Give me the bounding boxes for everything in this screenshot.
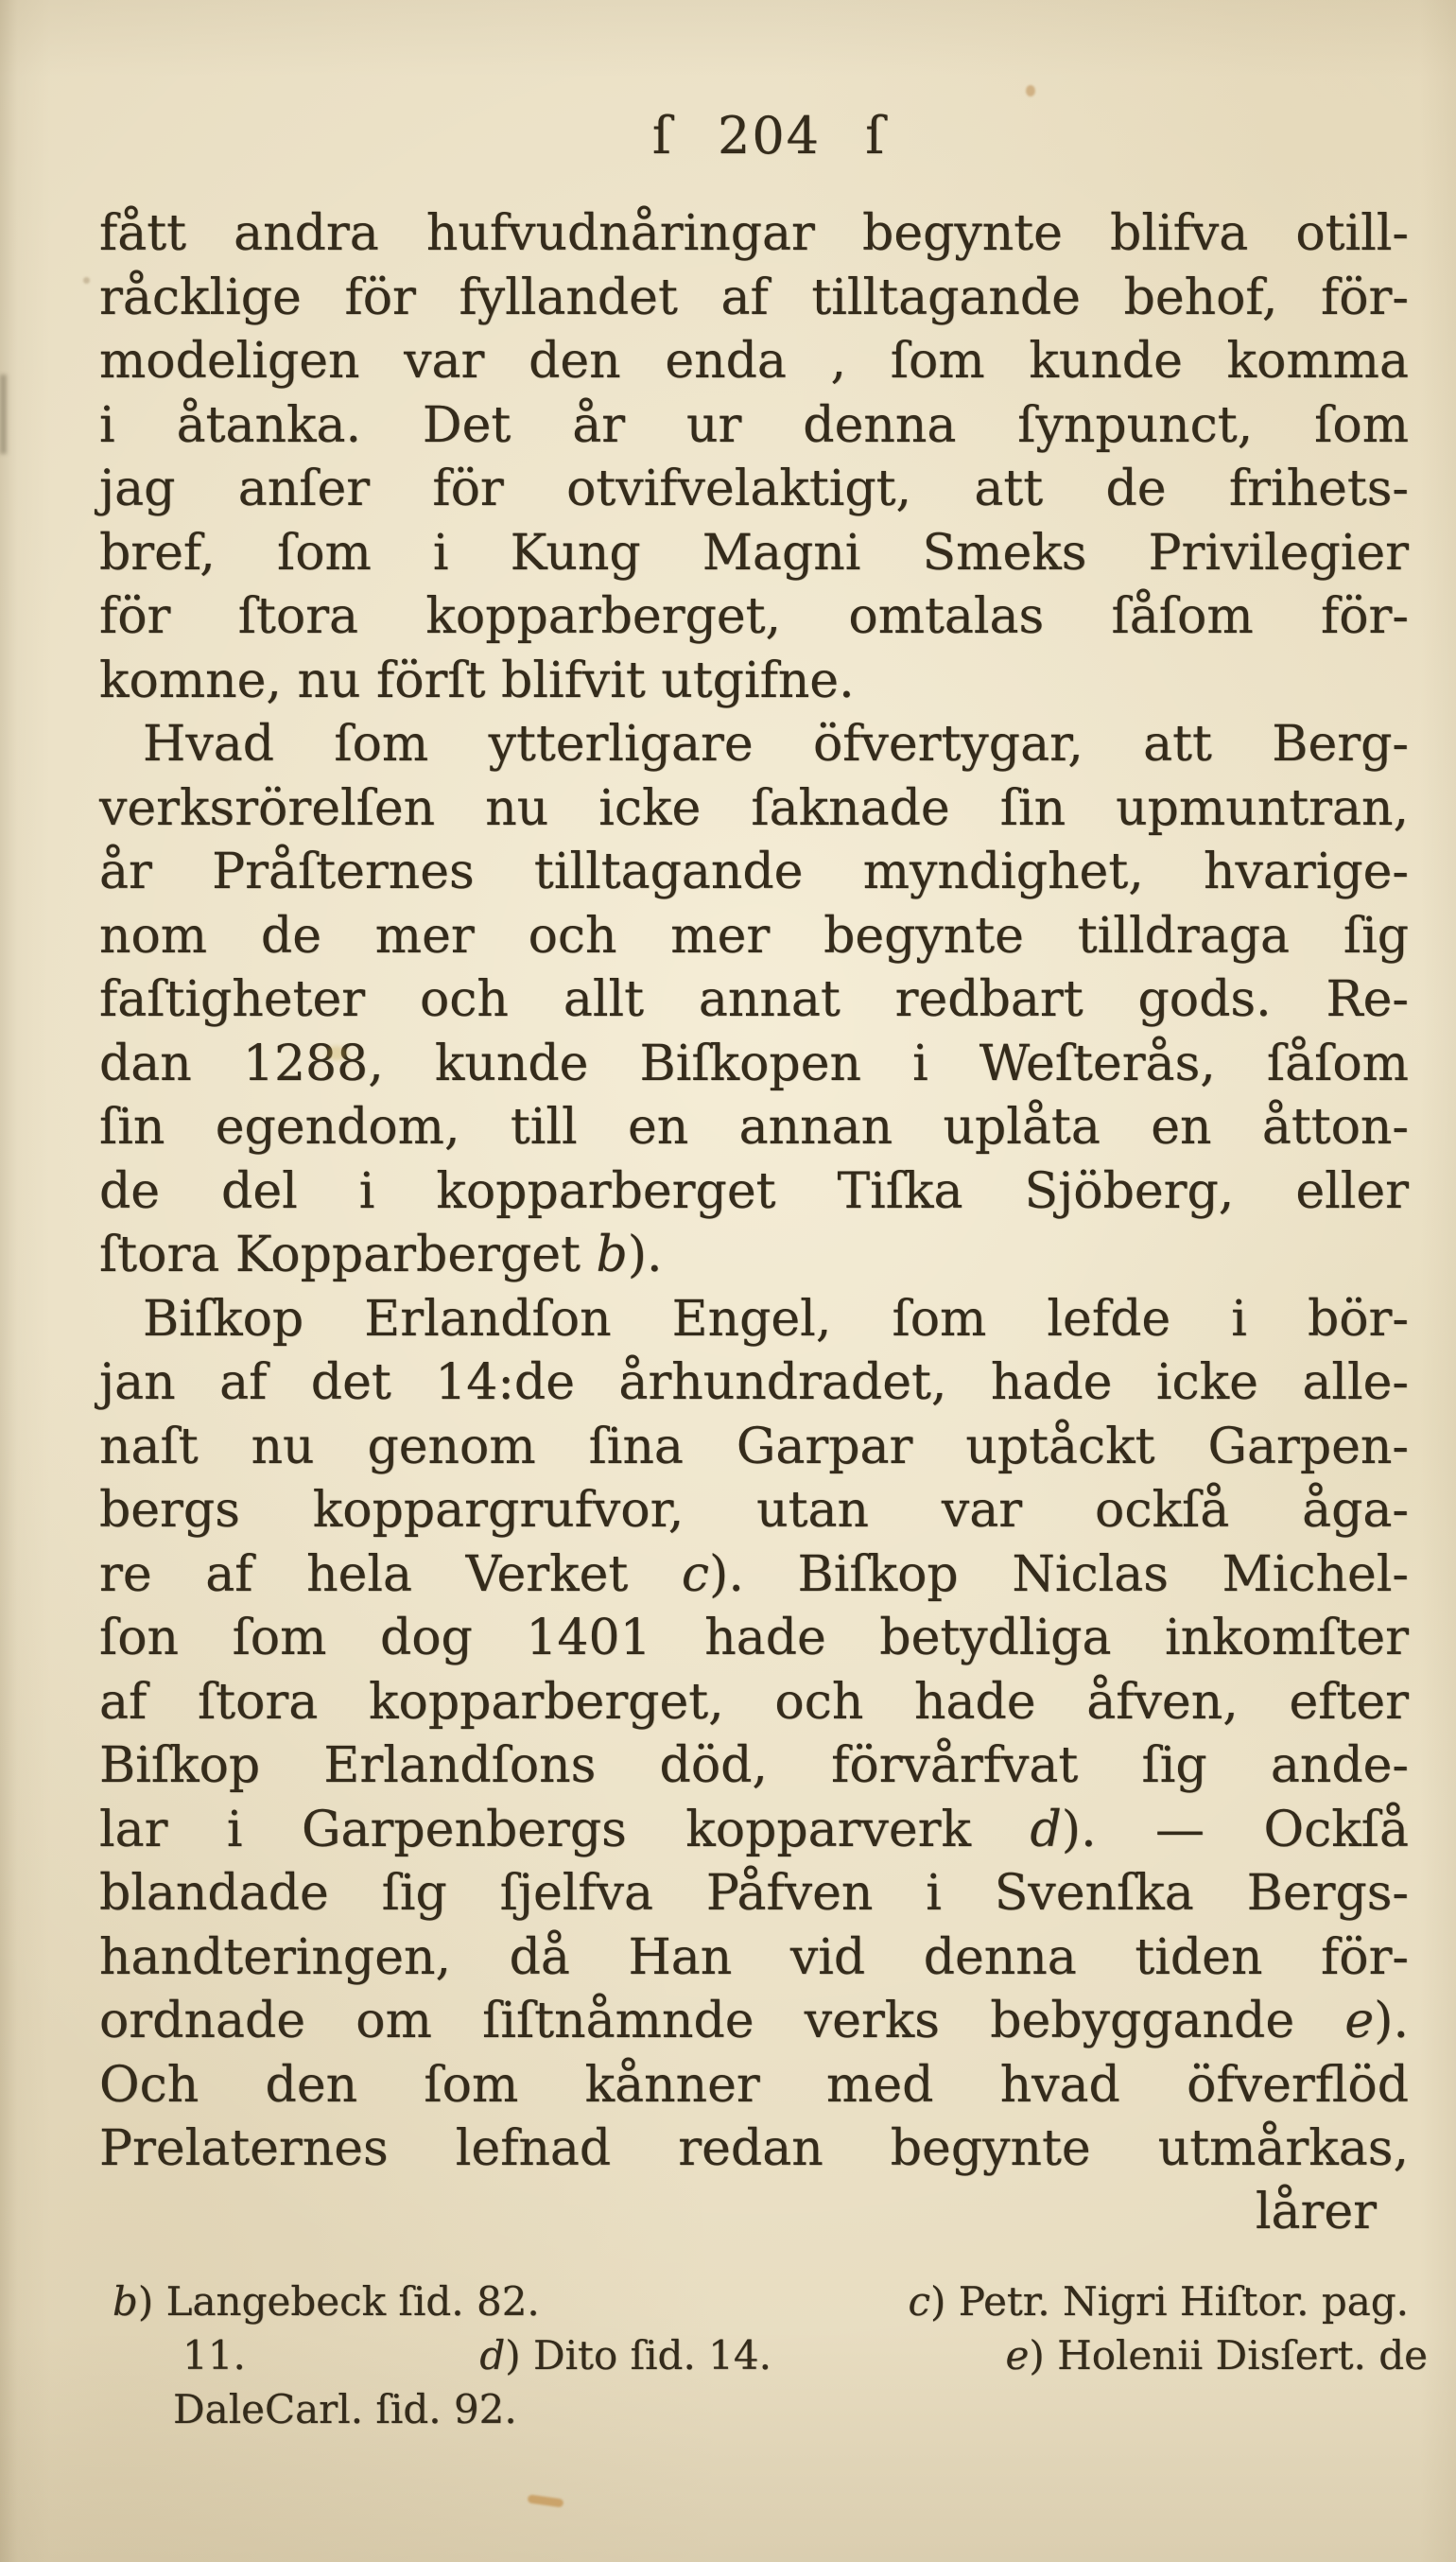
footnote-c: c) Petr. Nigri Hiſtor. pag.	[908, 2278, 1409, 2325]
footnote-line	[173, 2382, 1409, 2436]
page-number: ſ 204 ſ	[651, 106, 887, 166]
text-line: verksrörelſen nu icke ſaknade ſin upmuntran,	[99, 779, 1409, 837]
page-edge-shadow	[0, 375, 7, 454]
text-line: bref, ſom i Kung Magni Smeks Privilegier	[99, 524, 1409, 582]
text-line: naſt nu genom ſina Garpar uptåckt Garpen-	[99, 1418, 1409, 1475]
text-line: i åtanka. Det år ur denna ſynpunct, ſom	[99, 396, 1409, 454]
paper-speck	[1026, 85, 1035, 96]
catchword: lårer	[1255, 2184, 1377, 2240]
footnote-e: e) Holenii Disſert. de	[1005, 2332, 1428, 2379]
footnote-line	[113, 2274, 1409, 2328]
text-line: re af hela Verket c). Biſkop Niclas Michel-	[99, 1545, 1410, 1603]
text-line: nom de mer och mer begynte tilldraga ſig	[99, 907, 1409, 965]
footnote-e-continued: DaleCarl. ſid. 92.	[173, 2386, 517, 2432]
text-line: för ſtora kopparberget, omtalas ſåſom för-	[99, 588, 1409, 645]
text-line: ſtora Kopparberget b).	[99, 1227, 663, 1283]
text-line: år Pråſternes tilltagande myndighet, hvarige-	[99, 844, 1409, 900]
text-line: Hvad ſom ytterligare öfvertygar, att Berg-	[143, 716, 1409, 773]
text-line: råcklige för fyllandet af tilltagande behof, för-	[99, 269, 1409, 326]
text-line: modeligen var den enda , ſom kunde komma	[99, 333, 1409, 390]
text-line: dan 1288, kunde Biſkopen i Weſterås, ſåſom	[99, 1035, 1409, 1092]
text-line: af ſtora kopparberget, och hade åfven, efter	[99, 1673, 1409, 1731]
text-line: jan af det 14:de århundradet, hade icke alle-	[99, 1354, 1409, 1411]
text-line: handteringen, då Han vid denna tiden för-	[99, 1928, 1409, 1986]
text-line: Biſkop Erlandſons död, förvårfvat ſig ande-	[99, 1737, 1409, 1794]
text-line: Prelaternes lefnad redan begynte utmårkas,	[99, 2120, 1409, 2177]
text-line: jag anſer för otvifvelaktigt, att de frihets-	[99, 461, 1409, 517]
text-line: komne, nu förſt blifvit utgifne.	[99, 652, 855, 709]
paper-speck	[83, 277, 90, 284]
body-text	[99, 202, 1409, 2182]
footnote-c-continued: 11.	[182, 2332, 246, 2379]
text-line: ſin egendom, till en annan uplåta en åtton-	[99, 1099, 1409, 1156]
footnote-d: d) Dito ſid. 14.	[479, 2332, 771, 2379]
footnote-line	[182, 2328, 1428, 2382]
footnote-b: b) Langebeck ſid. 82.	[113, 2278, 540, 2325]
text-line: blandade ſig ſjelfva Påfven i Svenſka Bergs-	[99, 1865, 1409, 1922]
text-line: fått andra hufvudnåringar begynte blifva otill-	[99, 205, 1409, 262]
footnotes	[99, 2274, 1428, 2436]
text-line: de del i kopparberget Tiſka Sjöberg, eller	[99, 1162, 1409, 1220]
text-line: Biſkop Erlandſon Engel, ſom lefde i bör-	[143, 1290, 1409, 1348]
text-line: ordnade om ſiſtnåmnde verks bebyggande e).	[99, 1993, 1409, 2049]
text-line: ſon ſom dog 1401 hade betydliga inkomſter	[99, 1610, 1409, 1666]
text-line: Och den ſom kånner med hvad öfverflöd	[99, 2056, 1409, 2114]
paper-stain	[528, 2494, 564, 2507]
text-line: bergs koppargrufvor, utan var ockſå åga-	[99, 1482, 1409, 1539]
text-line: faſtigheter och allt annat redbart gods. Re-	[99, 971, 1409, 1028]
text-line: lar i Garpenbergs kopparverk d). — Ockſå	[99, 1801, 1409, 1858]
